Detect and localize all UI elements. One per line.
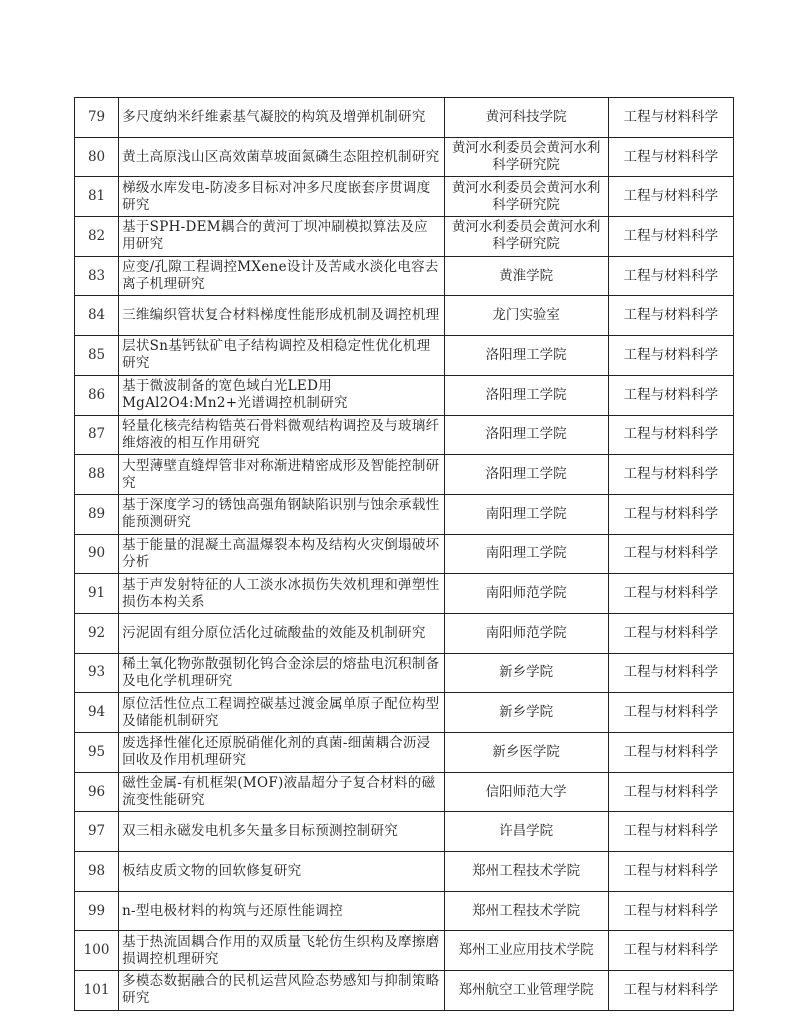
project-title: 应变/孔隙工程调控MXene设计及苦咸水淡化电容去离子机理研究 <box>119 256 444 296</box>
row-number: 95 <box>75 733 119 773</box>
applicant-institution: 南阳理工学院 <box>444 494 608 534</box>
discipline-field: 工程与材料科学 <box>608 931 733 971</box>
project-title: 层状Sn基钙钛矿电子结构调控及相稳定性优化机理研究 <box>119 336 444 376</box>
project-title: 多模态数据融合的民机运营风险态势感知与抑制策略研究 <box>119 971 444 1011</box>
table-row <box>75 971 734 1011</box>
discipline-field: 工程与材料科学 <box>608 177 733 217</box>
discipline-field: 工程与材料科学 <box>608 336 733 376</box>
applicant-institution: 许昌学院 <box>444 812 608 852</box>
row-number: 82 <box>75 217 119 257</box>
table-row <box>75 415 734 455</box>
discipline-field: 工程与材料科学 <box>608 613 733 653</box>
project-title: 废选择性催化还原脱硝催化剂的真菌-细菌耦合沥浸回收及作用机理研究 <box>119 733 444 773</box>
applicant-institution: 南阳理工学院 <box>444 534 608 574</box>
table-row <box>75 891 734 931</box>
applicant-institution: 郑州工程技术学院 <box>444 852 608 892</box>
project-title: 三维编织管状复合材料梯度性能形成机制及调控机理 <box>119 296 444 336</box>
row-number: 87 <box>75 415 119 455</box>
applicant-institution: 洛阳理工学院 <box>444 415 608 455</box>
table-row <box>75 336 734 376</box>
discipline-field: 工程与材料科学 <box>608 375 733 415</box>
table-row <box>75 375 734 415</box>
table-row <box>75 256 734 296</box>
discipline-field: 工程与材料科学 <box>608 971 733 1011</box>
project-title: n-型电极材料的构筑与还原性能调控 <box>119 891 444 931</box>
row-number: 89 <box>75 494 119 534</box>
applicant-institution: 黄淮学院 <box>444 256 608 296</box>
applicant-institution: 南阳师范学院 <box>444 574 608 614</box>
table-row <box>75 653 734 693</box>
discipline-field: 工程与材料科学 <box>608 653 733 693</box>
project-list-table <box>74 97 734 1011</box>
table-row <box>75 494 734 534</box>
discipline-field: 工程与材料科学 <box>608 455 733 495</box>
row-number: 94 <box>75 693 119 733</box>
table-row <box>75 693 734 733</box>
row-number: 101 <box>75 971 119 1011</box>
row-number: 97 <box>75 812 119 852</box>
project-title: 基于SPH-DEM耦合的黄河丁坝冲刷模拟算法及应用研究 <box>119 217 444 257</box>
table-row <box>75 931 734 971</box>
discipline-field: 工程与材料科学 <box>608 852 733 892</box>
table-row <box>75 613 734 653</box>
discipline-field: 工程与材料科学 <box>608 98 733 138</box>
discipline-field: 工程与材料科学 <box>608 494 733 534</box>
discipline-field: 工程与材料科学 <box>608 574 733 614</box>
row-number: 80 <box>75 137 119 177</box>
row-number: 86 <box>75 375 119 415</box>
table-row <box>75 772 734 812</box>
table-row <box>75 137 734 177</box>
row-number: 90 <box>75 534 119 574</box>
discipline-field: 工程与材料科学 <box>608 693 733 733</box>
table-row <box>75 455 734 495</box>
applicant-institution: 黄河水利委员会黄河水利科学研究院 <box>444 217 608 257</box>
table-row <box>75 296 734 336</box>
project-title: 双三相永磁发电机多矢量多目标预测控制研究 <box>119 812 444 852</box>
applicant-institution: 南阳师范学院 <box>444 613 608 653</box>
discipline-field: 工程与材料科学 <box>608 733 733 773</box>
table-row <box>75 177 734 217</box>
table-row <box>75 534 734 574</box>
row-number: 85 <box>75 336 119 376</box>
applicant-institution: 郑州工程技术学院 <box>444 891 608 931</box>
discipline-field: 工程与材料科学 <box>608 415 733 455</box>
applicant-institution: 新乡学院 <box>444 653 608 693</box>
applicant-institution: 郑州航空工业管理学院 <box>444 971 608 1011</box>
discipline-field: 工程与材料科学 <box>608 217 733 257</box>
applicant-institution: 洛阳理工学院 <box>444 336 608 376</box>
row-number: 96 <box>75 772 119 812</box>
discipline-field: 工程与材料科学 <box>608 812 733 852</box>
project-title: 基于热流固耦合作用的双质量飞轮仿生织构及摩擦磨损调控机理研究 <box>119 931 444 971</box>
applicant-institution: 新乡学院 <box>444 693 608 733</box>
table-row <box>75 852 734 892</box>
row-number: 99 <box>75 891 119 931</box>
applicant-institution: 郑州工业应用技术学院 <box>444 931 608 971</box>
discipline-field: 工程与材料科学 <box>608 137 733 177</box>
row-number: 81 <box>75 177 119 217</box>
row-number: 83 <box>75 256 119 296</box>
row-number: 92 <box>75 613 119 653</box>
table-row <box>75 574 734 614</box>
applicant-institution: 龙门实验室 <box>444 296 608 336</box>
applicant-institution: 新乡医学院 <box>444 733 608 773</box>
applicant-institution: 洛阳理工学院 <box>444 455 608 495</box>
applicant-institution: 黄河水利委员会黄河水利科学研究院 <box>444 177 608 217</box>
discipline-field: 工程与材料科学 <box>608 891 733 931</box>
row-number: 98 <box>75 852 119 892</box>
project-title: 稀土氧化物弥散强韧化钨合金涂层的熔盐电沉积制备及电化学机理研究 <box>119 653 444 693</box>
applicant-institution: 黄河水利委员会黄河水利科学研究院 <box>444 137 608 177</box>
project-title: 梯级水库发电-防凌多目标对冲多尺度嵌套序贯调度研究 <box>119 177 444 217</box>
applicant-institution: 信阳师范大学 <box>444 772 608 812</box>
discipline-field: 工程与材料科学 <box>608 772 733 812</box>
discipline-field: 工程与材料科学 <box>608 256 733 296</box>
discipline-field: 工程与材料科学 <box>608 296 733 336</box>
row-number: 79 <box>75 98 119 138</box>
row-number: 100 <box>75 931 119 971</box>
row-number: 93 <box>75 653 119 693</box>
row-number: 84 <box>75 296 119 336</box>
project-title: 大型薄壁直缝焊管非对称渐进精密成形及智能控制研究 <box>119 455 444 495</box>
table-row <box>75 217 734 257</box>
table-row <box>75 812 734 852</box>
project-title: 黄土高原浅山区高效菌草坡面氮磷生态阻控机制研究 <box>119 137 444 177</box>
project-title: 磁性金属-有机框架(MOF)液晶超分子复合材料的磁流变性能研究 <box>119 772 444 812</box>
row-number: 91 <box>75 574 119 614</box>
project-title: 污泥固有组分原位活化过硫酸盐的效能及机制研究 <box>119 613 444 653</box>
project-title: 基于深度学习的锈蚀高强角钢缺陷识别与蚀余承载性能预测研究 <box>119 494 444 534</box>
project-title: 多尺度纳米纤维素基气凝胶的构筑及增弹机制研究 <box>119 98 444 138</box>
project-title: 轻量化核壳结构锆英石骨料微观结构调控及与玻璃纤维熔液的相互作用研究 <box>119 415 444 455</box>
project-title: 基于声发射特征的人工淡水冰损伤失效机理和弹塑性损伤本构关系 <box>119 574 444 614</box>
applicant-institution: 黄河科技学院 <box>444 98 608 138</box>
project-title: 基于微波制备的宽色域白光LED用MgAl2O4:Mn2+光谱调控机制研究 <box>119 375 444 415</box>
applicant-institution: 洛阳理工学院 <box>444 375 608 415</box>
project-title: 基于能量的混凝土高温爆裂本构及结构火灾倒塌破坏分析 <box>119 534 444 574</box>
discipline-field: 工程与材料科学 <box>608 534 733 574</box>
table-row <box>75 98 734 138</box>
table-row <box>75 733 734 773</box>
project-title: 板结皮质文物的回软修复研究 <box>119 852 444 892</box>
row-number: 88 <box>75 455 119 495</box>
project-title: 原位活性位点工程调控碳基过渡金属单原子配位构型及储能机制研究 <box>119 693 444 733</box>
